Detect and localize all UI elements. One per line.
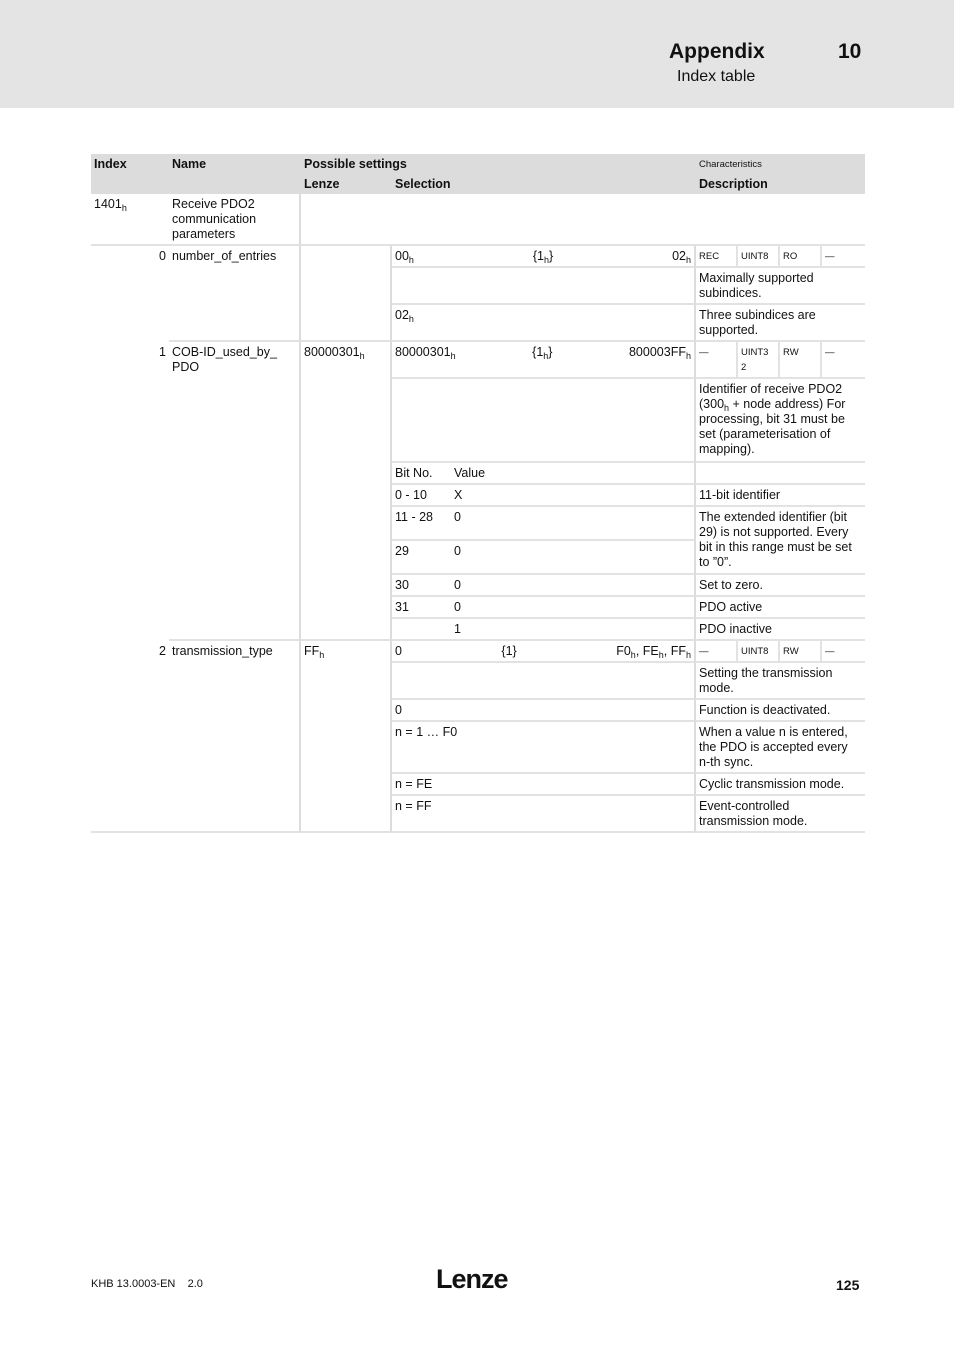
value-cell: n = FE xyxy=(392,774,696,796)
char-type: — xyxy=(696,342,738,379)
char-extra: — xyxy=(822,641,865,663)
subindex-number: 2 xyxy=(91,641,169,833)
description-cell: Set to zero. xyxy=(696,575,865,597)
section-title: Appendix xyxy=(669,40,765,63)
table-row-sub2 xyxy=(91,641,865,663)
subindex-name: number_of_entries xyxy=(169,246,301,342)
description-cell: Three subindices are supported. xyxy=(696,305,865,342)
description-cell: 11-bit identifier xyxy=(696,485,865,507)
bit-row: 11 - 28 0 xyxy=(392,507,696,541)
bit-row: 30 0 xyxy=(392,575,696,597)
description-cell: Cyclic transmission mode. xyxy=(696,774,865,796)
description-cell: Identifier of receive PDO2 ($300_h$ + node address) For processing, bit 31 must be set (parameterisation of mapping). xyxy=(696,379,865,463)
value-cell: $02_h$ xyxy=(392,305,696,342)
description-cell: Event-controlled transmission mode. xyxy=(696,796,865,833)
char-datatype: UINT3 2 xyxy=(738,342,780,379)
col-name-header: Name xyxy=(169,154,301,174)
value-cell: n = FF xyxy=(392,796,696,833)
lenze-logo: Lenze xyxy=(436,1264,508,1294)
index-table xyxy=(91,154,865,833)
table-row-sub0 xyxy=(91,246,865,268)
bit-row: 1 xyxy=(392,619,696,641)
chapter-number: 10 xyxy=(838,40,862,63)
index-cell: $1401_h$ xyxy=(91,194,169,246)
char-extra: — xyxy=(822,246,865,268)
table-row-main xyxy=(91,194,865,246)
char-datatype: UINT8 xyxy=(738,246,780,268)
value-cell: 0 xyxy=(392,700,696,722)
header-row-1 xyxy=(91,154,865,174)
footer-doc-id: KHB 13.0003-EN 2.0 xyxy=(91,1278,203,1290)
lenze-cell: $FF_h$ xyxy=(301,641,392,833)
lenze-cell: $80000301_h$ xyxy=(301,342,392,641)
table-row-sub1 xyxy=(91,342,865,379)
page-number: 125 xyxy=(836,1277,860,1293)
selection-cell: $80000301_h$ $\{1_h\}$ $800003FF_h$ xyxy=(392,342,696,379)
col-description-header: Description xyxy=(696,174,865,194)
subindex-name: COB-ID_used_by_ PDO xyxy=(169,342,301,641)
bit-row: 0 - 10 X xyxy=(392,485,696,507)
description-cell: Maximally supported subindices. xyxy=(696,268,865,305)
char-type: — xyxy=(696,641,738,663)
page-header xyxy=(0,0,954,108)
section-subtitle: Index table xyxy=(677,68,756,85)
col-index-header: Index xyxy=(91,154,169,174)
char-access: RO xyxy=(780,246,822,268)
char-access: RW xyxy=(780,342,822,379)
bit-table-header: Bit No. Value xyxy=(392,463,696,485)
subindex-number: 0 xyxy=(159,249,166,263)
selection-cell: $00_h$ $\{1_h\}$ $02_h$ xyxy=(392,246,696,268)
char-access: RW xyxy=(780,641,822,663)
value-cell: n = 1 … F0 xyxy=(392,722,696,774)
name-cell: Receive PDO2 communication parameters xyxy=(169,194,301,246)
description-cell: PDO active xyxy=(696,597,865,619)
selection-cell: 0 {1} $F0_h$, $FE_h$, $FF_h$ xyxy=(392,641,696,663)
description-cell: Setting the transmission mode. xyxy=(696,663,865,700)
col-characteristics-header: Characteristics xyxy=(696,154,865,174)
col-possible-settings-header: Possible settings xyxy=(301,154,696,174)
char-type: REC xyxy=(696,246,738,268)
bit-row: 29 0 xyxy=(392,541,696,575)
description-cell: Function is deactivated. xyxy=(696,700,865,722)
char-datatype: UINT8 xyxy=(738,641,780,663)
description-cell: The extended identifier (bit 29) is not supported. Every bit in this range must be set to ”0”. xyxy=(696,507,865,575)
description-cell: When a value n is entered, the PDO is accepted every n-th sync. xyxy=(696,722,865,774)
bit-row: 31 0 xyxy=(392,597,696,619)
header-row-2 xyxy=(91,174,865,194)
col-lenze-header: Lenze xyxy=(301,174,392,194)
lenze-cell xyxy=(301,246,392,342)
description-cell: PDO inactive xyxy=(696,619,865,641)
subindex-number: 1 xyxy=(159,345,166,359)
subindex-name: transmission_type xyxy=(169,641,301,833)
char-extra: — xyxy=(822,342,865,379)
col-selection-header: Selection xyxy=(392,174,696,194)
